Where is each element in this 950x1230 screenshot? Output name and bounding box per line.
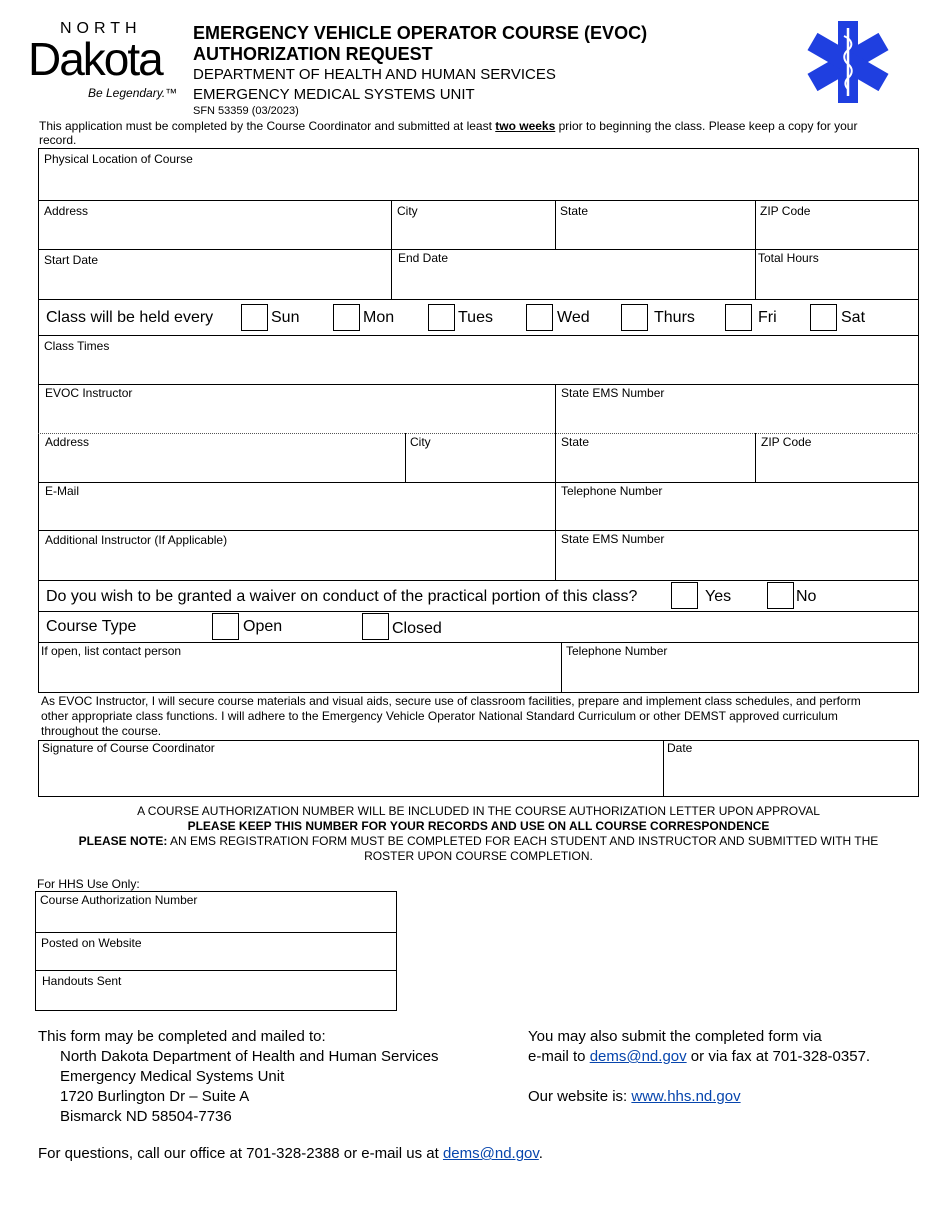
auth-number-field[interactable] [36, 907, 396, 931]
additional-instructor-field[interactable] [39, 547, 554, 579]
end-date-label: End Date [398, 251, 449, 265]
class-days-label: Class will be held every [46, 309, 214, 326]
instructor-state-label: State [561, 435, 590, 449]
row-divider [38, 433, 919, 434]
evoc-instructor-label: EVOC Instructor [45, 386, 133, 400]
row-divider [38, 200, 919, 201]
website-before: Our website is: [528, 1088, 632, 1105]
contact-telephone-field[interactable] [562, 658, 918, 692]
course-open-label: Open [243, 618, 283, 635]
state-ems-number-2-field[interactable] [556, 546, 918, 579]
thurs-checkbox[interactable] [621, 304, 648, 331]
signature-label: Signature of Course Coordinator [42, 741, 215, 755]
row-divider [35, 970, 397, 971]
footer-email-link[interactable]: dems@nd.gov [442, 1145, 539, 1162]
form-title-line2: AUTHORIZATION REQUEST [193, 44, 433, 64]
notice-line3-rest: AN EMS REGISTRATION FORM MUST BE COMPLETED FOR EACH STUDENT AND INSTRUCTOR AND SUBMITTED WITH THE [167, 834, 879, 848]
waiver-yes-label: Yes [705, 588, 732, 605]
row-divider [38, 611, 919, 612]
contact-person-label: If open, list contact person [41, 644, 182, 658]
mon-checkbox[interactable] [333, 304, 360, 331]
course-type-label: Course Type [46, 618, 137, 635]
course-closed-checkbox[interactable] [362, 613, 389, 640]
form-title-line1: EMERGENCY VEHICLE OPERATOR COURSE (EVOC) [193, 23, 648, 43]
class-times-label: Class Times [44, 339, 110, 353]
approval-notice [38, 804, 919, 864]
end-date-field[interactable] [392, 265, 754, 298]
class-times-field[interactable] [39, 353, 918, 383]
mailing-line1: North Dakota Department of Health and Human Services [60, 1048, 439, 1065]
row-divider [38, 335, 919, 336]
instructor-zip-field[interactable] [756, 449, 918, 481]
contact-person-field[interactable] [39, 658, 560, 692]
posted-website-field[interactable] [36, 950, 396, 969]
state-ems-number-label: State EMS Number [561, 386, 665, 400]
instructor-address-label: Address [45, 435, 90, 449]
posted-website-label: Posted on Website [41, 936, 142, 950]
signature-field[interactable] [39, 755, 662, 796]
instructor-statement [41, 694, 921, 739]
notice-line1: A COURSE AUTHORIZATION NUMBER WILL BE INCLUDED IN THE COURSE AUTHORIZATION LETTER UPON APPROVAL [137, 804, 820, 818]
waiver-no-checkbox[interactable] [767, 582, 794, 609]
statement-line1: As EVOC Instructor, I will secure course materials and visual aids, secure use of classroom facilities, prepare and implement class schedules, and perform [41, 694, 861, 708]
logo-dakota-text: Dakota [28, 33, 162, 85]
fri-checkbox[interactable] [725, 304, 752, 331]
sat-checkbox[interactable] [810, 304, 837, 331]
waiver-question: Do you wish to be granted a waiver on conduct of the practical portion of this class? [46, 588, 638, 605]
row-divider [38, 482, 919, 483]
course-address-label: Address [44, 204, 89, 218]
course-open-checkbox[interactable] [212, 613, 239, 640]
footer-text: For questions, call our office at 701-328-2388 or e-mail us at [38, 1145, 443, 1162]
logo-north-text: NORTH [60, 20, 142, 37]
notice-line2: PLEASE KEEP THIS NUMBER FOR YOUR RECORDS AND USE ON ALL COURSE CORRESPONDENCE [187, 819, 770, 833]
mon-label: Mon [363, 309, 395, 326]
website-line [528, 1087, 870, 1107]
notice-please-note: PLEASE NOTE: [78, 834, 168, 848]
row-divider [38, 299, 919, 300]
instructor-city-field[interactable] [406, 449, 554, 481]
mailing-line3: 1720 Burlington Dr – Suite A [60, 1088, 250, 1105]
state-ems-number-field[interactable] [556, 400, 918, 432]
logo-tagline: Be Legendary.™ [88, 86, 178, 100]
intro-text [39, 119, 919, 147]
total-hours-label: Total Hours [758, 251, 819, 265]
instructor-zip-label: ZIP Code [761, 435, 812, 449]
telephone-field[interactable] [556, 498, 918, 529]
row-divider [38, 642, 919, 643]
physical-location-field[interactable] [39, 166, 918, 199]
star-of-life-icon [806, 20, 890, 104]
footer-period: . [538, 1145, 543, 1162]
electronic-fax: or via fax at 701-328-0357. [686, 1048, 871, 1065]
sun-label: Sun [271, 309, 300, 326]
course-closed-label: Closed [392, 620, 442, 637]
physical-location-label: Physical Location of Course [44, 152, 193, 166]
contact-telephone-label: Telephone Number [566, 644, 668, 658]
thurs-label: Thurs [654, 309, 695, 326]
handouts-sent-field[interactable] [36, 988, 396, 1010]
submit-email-link[interactable]: dems@nd.gov [589, 1048, 687, 1065]
course-zip-label: ZIP Code [760, 204, 811, 218]
evoc-instructor-field[interactable] [39, 400, 554, 432]
sat-label: Sat [841, 309, 866, 326]
date-field[interactable] [664, 755, 918, 796]
row-divider [38, 530, 919, 531]
sun-checkbox[interactable] [241, 304, 268, 331]
intro-before: This application must be completed by the Course Coordinator and submitted at least [39, 119, 496, 133]
intro-emphasis: two weeks [495, 119, 556, 133]
auth-number-label: Course Authorization Number [40, 893, 198, 907]
department-name: DEPARTMENT OF HEALTH AND HUMAN SERVICES [193, 66, 556, 83]
email-label: E-Mail [45, 484, 80, 498]
additional-instructor-label: Additional Instructor (If Applicable) [45, 533, 228, 547]
electronic-line2 [528, 1047, 870, 1067]
notice-line4: ROSTER UPON COURSE COMPLETION. [364, 849, 593, 863]
course-address-field[interactable] [39, 218, 390, 248]
instructor-state-field[interactable] [556, 449, 754, 481]
fri-label: Fri [758, 309, 777, 326]
intro-after: prior to beginning the class. Please keep a copy for your [555, 119, 858, 133]
form-number: SFN 53359 (03/2023) [193, 105, 299, 117]
state-ems-number-2-label: State EMS Number [561, 532, 665, 546]
hhs-use-title: For HHS Use Only: [37, 877, 140, 891]
date-label: Date [667, 741, 693, 755]
wed-label: Wed [557, 309, 590, 326]
telephone-label: Telephone Number [561, 484, 663, 498]
row-divider [38, 580, 919, 581]
questions-footer [38, 1144, 543, 1164]
nd-logo [28, 20, 178, 104]
waiver-yes-checkbox[interactable] [671, 582, 698, 609]
wed-checkbox[interactable] [526, 304, 553, 331]
course-city-field[interactable] [392, 218, 554, 248]
electronic-email-before: e-mail to [528, 1048, 590, 1065]
mailing-line2: Emergency Medical Systems Unit [60, 1068, 285, 1085]
course-state-label: State [560, 204, 589, 218]
handouts-sent-label: Handouts Sent [42, 974, 122, 988]
statement-line3: throughout the course. [41, 724, 162, 738]
total-hours-field[interactable] [756, 265, 918, 298]
mailing-intro: This form may be completed and mailed to: [38, 1028, 326, 1045]
instructor-address-field[interactable] [39, 449, 404, 481]
electronic-line1: You may also submit the completed form via [528, 1028, 822, 1045]
row-divider [38, 249, 919, 250]
start-date-field[interactable] [39, 267, 390, 298]
start-date-label: Start Date [44, 253, 99, 267]
tues-label: Tues [458, 309, 493, 326]
unit-name: EMERGENCY MEDICAL SYSTEMS UNIT [193, 86, 475, 103]
notice-line3 [38, 834, 919, 849]
waiver-no-label: No [796, 588, 817, 605]
course-zip-field[interactable] [756, 218, 918, 248]
tues-checkbox[interactable] [428, 304, 455, 331]
row-divider [35, 932, 397, 933]
mailing-line4: Bismarck ND 58504-7736 [60, 1108, 232, 1125]
course-city-label: City [397, 204, 418, 218]
instructor-city-label: City [410, 435, 431, 449]
electronic-submission [528, 1027, 870, 1107]
row-divider [38, 384, 919, 385]
course-state-field[interactable] [556, 218, 754, 248]
intro-line2: record. [39, 133, 77, 147]
mailing-address [38, 1027, 439, 1127]
email-field[interactable] [39, 498, 554, 529]
website-link[interactable]: www.hhs.nd.gov [631, 1088, 741, 1105]
statement-line2: other appropriate class functions. I will adhere to the Emergency Vehicle Operator National Standard Curriculum or other DEMST approved curriculum [41, 709, 838, 723]
